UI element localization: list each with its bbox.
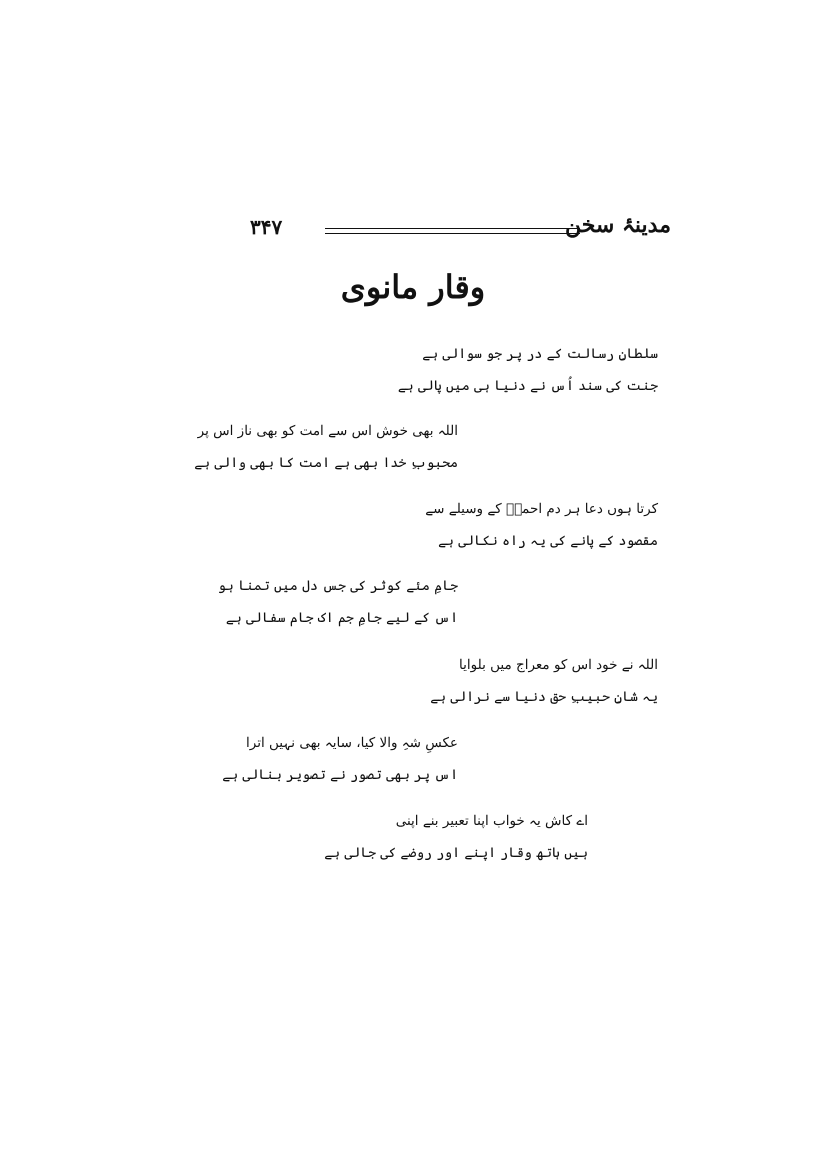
- verse-line: عکسِ شہِ والا کیا، سایہ بھی نہیں اترا: [246, 735, 458, 751]
- couplet-7: [324, 805, 588, 869]
- verse-line: اے کاش یہ خواب اپنا تعبیر بنے اپنی: [395, 813, 588, 829]
- page-number: ۳۴۷: [250, 215, 283, 239]
- couplet-6: [222, 727, 458, 791]
- verse-line: اللہ نے خود اس کو معراج میں بلوایا: [459, 657, 658, 673]
- header-rule: [325, 233, 580, 234]
- poet-name: وقار مانوی: [340, 268, 486, 306]
- verse-line: سلطانِ رسالت کے در پر جو سوالی ہے: [422, 346, 658, 362]
- verse-line: جنت کی سند اُس نے دنیا ہی میں پالی ہے: [397, 378, 658, 394]
- couplet-5: [430, 649, 658, 713]
- verse-line: اللہ بھی خوش اس سے امت کو بھی ناز اس پر: [197, 423, 458, 439]
- verse-line: یہ شانِ حبیبِ حق دنیا سے نرالی ہے: [430, 689, 658, 705]
- book-title: مدینۂ سخن: [564, 212, 671, 238]
- header-rule: [325, 228, 580, 229]
- verse-line: اس کے لیے جامِ جم اک جام سفالی ہے: [225, 610, 458, 626]
- verse-line: ہیں ہاتھ وقار اپنے اور روضے کی جالی ہے: [324, 845, 588, 861]
- couplet-1: [398, 338, 658, 402]
- verse-line: محبوبِ خدا بھی ہے امت کا بھی والی ہے: [194, 455, 458, 471]
- verse-line: اس پر بھی تصور نے تصویر بنالی ہے: [222, 767, 458, 783]
- couplet-3: [425, 493, 658, 557]
- couplet-2: [194, 415, 458, 479]
- verse-line: کرتا ہوں دعا ہر دم احمدؐ کے وسیلے سے: [425, 501, 658, 517]
- verse-line: جامِ مئے کوثر کی جس دل میں تمنا ہو: [218, 578, 458, 594]
- verse-line: مقصود کے پانے کی یہ راہ نکالی ہے: [438, 533, 658, 549]
- couplet-4: [218, 570, 458, 634]
